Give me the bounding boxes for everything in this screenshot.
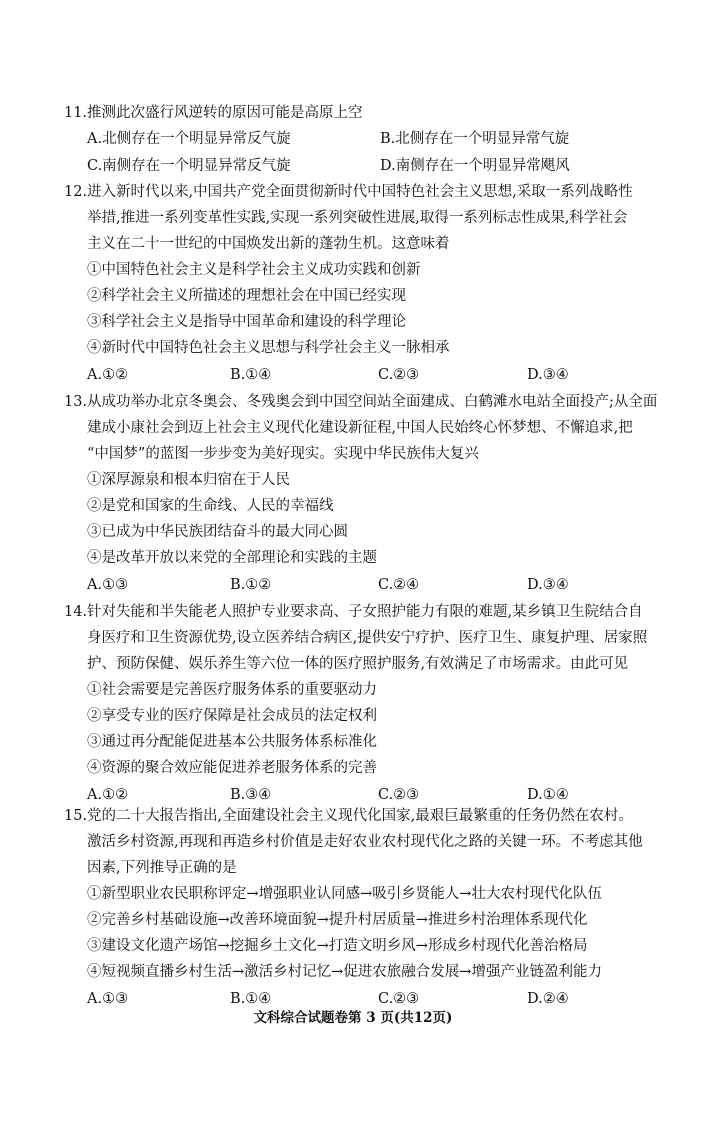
answer-c: C.②③ xyxy=(378,991,420,1007)
statement-1: ①深厚源泉和根本归宿在于人民 xyxy=(87,472,290,488)
statement-2: ②享受专业的医疗保障是社会成员的法定权利 xyxy=(87,708,377,724)
question-stem-line: 从成功举办北京冬奥会、冬残奥会到中国空间站全面建成、白鹤滩水电站全面投产;从全面 xyxy=(87,394,658,410)
statement-2: ②科学社会主义所描述的理想社会在中国已经实现 xyxy=(87,288,406,304)
question-stem-line: 因素,下列推导正确的是 xyxy=(87,860,237,876)
statement-4: ④资源的聚合效应能促进养老服务体系的完善 xyxy=(87,760,377,776)
statement-2: ②完善乡村基础设施→改善环境面貌→提升村居质量→推进乡村治理体系现代化 xyxy=(87,912,588,928)
question-number: 14. xyxy=(64,604,88,620)
statement-2: ②是党和国家的生命线、人民的幸福线 xyxy=(87,498,334,514)
answer-b: B.③④ xyxy=(230,787,272,803)
option-d: D.南侧存在一个明显异常飓风 xyxy=(380,158,570,174)
answer-b: B.①② xyxy=(230,577,272,593)
statement-1: ①中国特色社会主义是科学社会主义成功实践和创新 xyxy=(87,262,421,278)
answer-b: B.①④ xyxy=(230,367,272,383)
page-footer: 文科综合试题卷第 3 页(共12页) xyxy=(253,1010,453,1026)
answer-d: D.②④ xyxy=(527,991,569,1007)
answer-a: A.①③ xyxy=(87,991,129,1007)
question-stem-line: “中国梦”的蓝图一步步变为美好现实。实现中华民族伟大复兴 xyxy=(87,446,479,462)
question-stem-line: 激活乡村资源,再现和再造乡村价值是走好农业农村现代化之路的关键一环。不考虑其他 xyxy=(87,834,643,850)
answer-a: A.①② xyxy=(87,787,129,803)
question-number: 12. xyxy=(64,184,88,200)
statement-1: ①新型职业农民职称评定→增强职业认同感→吸引乡贤能人→壮大农村现代化队伍 xyxy=(87,886,602,902)
statement-4: ④短视频直播乡村生活→激活乡村记忆→促进农旅融合发展→增强产业链盈利能力 xyxy=(87,964,602,980)
question-stem-line: 进入新时代以来,中国共产党全面贯彻新时代中国特色社会主义思想,采取一系列战略性 xyxy=(87,184,633,200)
question-stem-line: 举措,推进一系列变革性实践,实现一系列突破性进展,取得一系列标志性成果,科学社会 xyxy=(87,210,628,226)
option-a: A.北侧存在一个明显异常反气旋 xyxy=(87,131,291,147)
question-number: 11. xyxy=(64,105,88,121)
statement-3: ③建设文化遗产场馆→挖掘乡土文化→打造文明乡风→形成乡村现代化善治格局 xyxy=(87,938,588,954)
statement-1: ①社会需要是完善医疗服务体系的重要驱动力 xyxy=(87,682,377,698)
question-stem-line: 身医疗和卫生资源优势,设立医养结合病区,提供安宁疗护、医疗卫生、康复护理、居家照 xyxy=(87,630,648,646)
statement-3: ③通过再分配能促进基本公共服务体系标准化 xyxy=(87,734,377,750)
question-number: 15. xyxy=(64,808,88,824)
question-stem-line: 党的二十大报告指出,全面建设社会主义现代化国家,最艰巨最繁重的任务仍然在农村。 xyxy=(87,808,633,824)
answer-c: C.②③ xyxy=(378,367,420,383)
question-stem-line: 针对失能和半失能老人照护专业要求高、子女照护能力有限的难题,某乡镇卫生院结合自 xyxy=(87,604,643,620)
answer-d: D.③④ xyxy=(527,367,569,383)
question-stem-line: 建成小康社会到迈上社会主义现代化建设新征程,中国人民始终心怀梦想、不懈追求,把 xyxy=(87,420,633,436)
answer-a: A.①② xyxy=(87,367,129,383)
option-b: B.北侧存在一个明显异常气旋 xyxy=(380,131,570,147)
option-c: C.南侧存在一个明显异常反气旋 xyxy=(87,158,291,174)
answer-d: D.①④ xyxy=(527,787,569,803)
answer-c: C.②④ xyxy=(378,577,420,593)
statement-4: ④新时代中国特色社会主义思想与科学社会主义一脉相承 xyxy=(87,340,450,356)
answer-d: D.③④ xyxy=(527,577,569,593)
question-number: 13. xyxy=(64,394,88,410)
statement-3: ③科学社会主义是指导中国革命和建设的科学理论 xyxy=(87,314,406,330)
statement-4: ④是改革开放以来党的全部理论和实践的主题 xyxy=(87,550,377,566)
question-stem-line: 推测此次盛行风逆转的原因可能是高原上空 xyxy=(87,105,363,121)
answer-c: C.②③ xyxy=(378,787,420,803)
question-stem-line: 主义在二十一世纪的中国焕发出新的蓬勃生机。这意味着 xyxy=(87,236,450,252)
answer-a: A.①③ xyxy=(87,577,129,593)
question-stem-line: 护、预防保健、娱乐养生等六位一体的医疗照护服务,有效满足了市场需求。由此可见 xyxy=(87,656,629,672)
statement-3: ③已成为中华民族团结奋斗的最大同心圆 xyxy=(87,524,348,540)
answer-b: B.①④ xyxy=(230,991,272,1007)
